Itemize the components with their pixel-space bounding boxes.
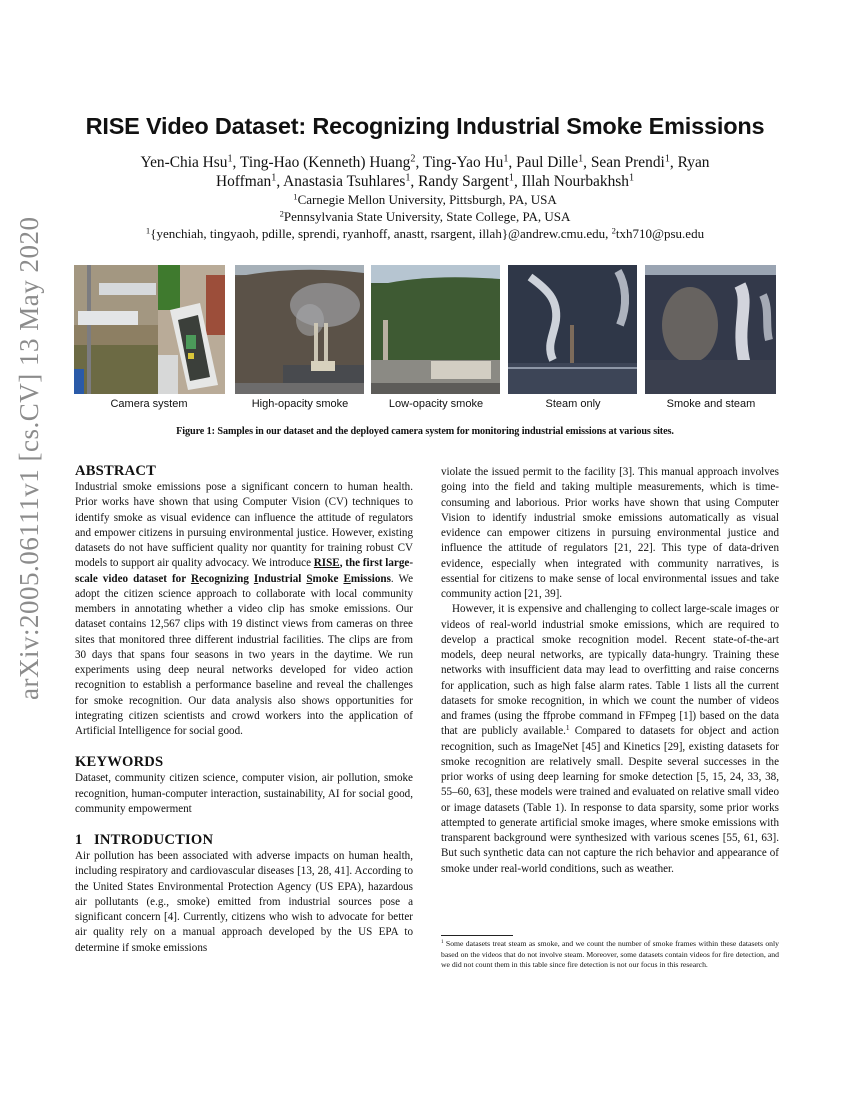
steam-only-photo xyxy=(508,265,637,394)
author: Ting-Hao (Kenneth) Huang$^2$ xyxy=(239,153,416,171)
smoke-and-steam-photo xyxy=(645,265,776,394)
author: Paul Dille$^1$ xyxy=(516,153,584,171)
arxiv-identifier-stamp: arXiv:2005.06111v1 [cs.CV] 13 May 2020 xyxy=(14,216,44,700)
left-column xyxy=(75,462,413,956)
camera-system-photo-pole xyxy=(74,265,158,394)
footnote-divider xyxy=(441,935,513,936)
right-column xyxy=(441,465,779,877)
abstract-heading: ABSTRACT xyxy=(75,463,157,479)
abstract-text: Industrial smoke emissions pose a significant concern to human health. Prior works have shown that using Computer Vision (CV) techniques to identify smoke as visual evidence can influence the attitude of regulators and empower citizens in pursuing environmental justice. However, existing datasets do not have sufficient quality nor quantity for training robust CV models to support air quality advocacy. We introduce RISE, the first large-scale video dataset for Recognizing Industrial Smoke Emissions. We adopt the citizen science approach to collaborate with local community members in annotating whether a video clip has smoke emissions. Our dataset contains 12,567 clips with 19 distinct views from cameras on three sites that monitored three different industrial facilities. The clips are from 30 days that spans four seasons in two years in the daytime. We run experiments using deep neural networks developed for video action recognition to establish a performance baseline and reveal the challenges for smoke recognition. Our data analysis also shows opportunities for integrating citizen scientists and crowd workers into the application of Artificial Intelligence for social good. xyxy=(75,481,414,737)
figure-label-steam-only: Steam only xyxy=(545,398,601,410)
keywords-text: Dataset, community citizen science, computer vision, air pollution, smoke recognition, human-computer interaction, sustainability, AI for social good, community empowerment xyxy=(75,772,413,815)
low-opacity-smoke-photo xyxy=(371,265,500,394)
figure-label-low-opacity: Low-opacity smoke xyxy=(388,398,484,410)
footnote-1: $^1$ Some datasets treat steam as smoke, and we count the number of smoke frames within these datasets only based on the videos that do not involve steam. Moreover, some datasets contain videos for fire detection, and we did not count them in this table since fire detection is not our focus in this research. xyxy=(441,939,779,970)
author: Randy Sargent$^1$ xyxy=(418,172,514,190)
author-list: Yen-Chia Hsu$^1$, Ting-Hao (Kenneth) Huang$^2$, Ting-Yao Hu$^1$, Paul Dille$^1$, Sean Prendi$^1$, Ryan Hoffman$^1$, Anastasia Tsuhlares$^1$, Randy Sargent$^1$, Illah Nourbakhsh$^1$ xyxy=(140,153,710,190)
high-opacity-smoke-photo xyxy=(235,265,364,394)
figure-label-smoke-and-steam: Smoke and steam xyxy=(666,398,756,410)
introduction-paragraph-1: Air pollution has been associated with adverse impacts on human health, including respiratory and cardiovascular diseases [13, 28, 41]. According to the United States Environmental Protection Agency (US EPA), hazardous air pollutants (e.g., smoke) emitted from industrial sources pose a significant concern [4]. Currently, citizens who wish to advocate for better air quality rely on a manual approach developed by the US EPA to determine if smoke emissions xyxy=(75,850,413,954)
author-emails: $^1${yenchiah, tingyaoh, pdille, sprendi, ryanhoff, anastt, rsargent, illah}@andrew.cmu.edu, $^2$txh710@psu.edu xyxy=(145,225,705,241)
affiliation: $^1$Carnegie Mellon University, Pittsburgh, PA, USA xyxy=(293,191,557,207)
introduction-paragraph-1-continued: violate the issued permit to the facility [3]. This manual approach involves going into the field and taking multiple measurements, which is time-consuming and laborious. Prior works have shown that using Computer Vision to identify industrial smoke emissions automatically as visual evidence can empower citizens in pursuing environmental justice and influence the attitude of regulators [21, 22]. This type of data-driven evidence, especially when integrated with community narratives, is essential for citizens to make sense of local environmental issues and take community action [21, 39]. xyxy=(441,466,779,600)
figure-1-caption: Figure 1: Samples in our dataset and the deployed camera system for monitoring industrial emissions at various sites. xyxy=(176,426,674,437)
figure-1-images xyxy=(74,265,776,395)
author: Sean Prendi$^1$ xyxy=(590,153,670,171)
author: Ting-Yao Hu$^1$ xyxy=(422,153,509,171)
introduction-heading: 1 INTRODUCTION xyxy=(75,832,214,848)
figure-label-camera-system: Camera system xyxy=(110,398,188,410)
author: Ryan Hoffman$^1$ xyxy=(215,154,710,190)
author: Anastasia Tsuhlares$^1$ xyxy=(283,172,411,190)
introduction-paragraph-2: However, it is expensive and challenging to collect large-scale images or videos of real-world industrial smoke emissions, which are required to develop a practical smoke recognition model. Recent state-of-the-art models, deep neural networks, are typically data-hungry. Training these networks with insufficient data may lead to overfitting and raise concerns for application, such as high false alarm rates. Table 1 lists all the current datasets for smoke recognition, in which we count the number of videos and frames (using the ffprobe command in FFmpeg [1]) based on the data that are publicly available.$^1$ Compared to datasets for object and action recognition, such as ImageNet [45] and Kinetics [29], existing datasets for smoke recognition are relatively small. Despite several successes in the prior works of using deep learning for smoke detection [5, 15, 24, 33, 38, 55–60, 63], these models were trained and evaluated on relative small video or image datasets (Table 1). In response to data sparsity, some prior works attempted to generate artificial smoke images, where smoke emissions with transparent background were synthesized with various scenes [55, 61, 63]. But such synthetic data can not capture the rich behavior and appearance of smoke under real-world conditions, such as weather. xyxy=(441,603,779,875)
paper-title: RISE Video Dataset: Recognizing Industrial Smoke Emissions xyxy=(85,113,765,139)
keywords-heading: KEYWORDS xyxy=(75,754,164,771)
author: Yen-Chia Hsu$^1$ xyxy=(140,153,233,171)
camera-system-photo-box xyxy=(158,265,225,394)
figure-label-high-opacity: High-opacity smoke xyxy=(251,398,349,410)
author: Illah Nourbakhsh$^1$ xyxy=(521,172,635,190)
affiliation: $^2$Pennsylvania State University, State College, PA, USA xyxy=(279,208,571,224)
